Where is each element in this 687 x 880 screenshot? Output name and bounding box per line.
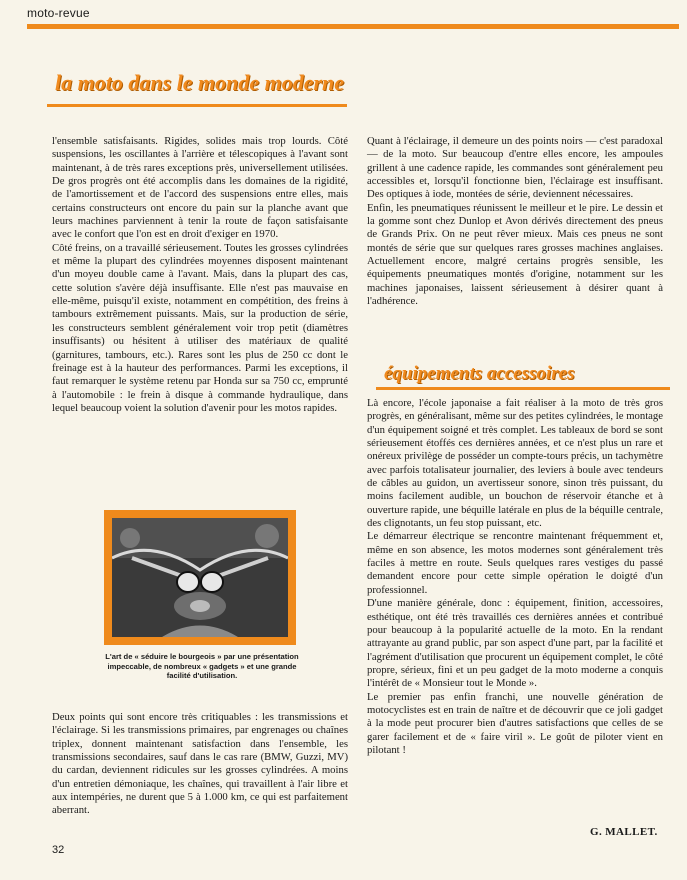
magazine-header: moto-revue	[27, 6, 90, 20]
paragraph: Enfin, les pneumatiques réunissent le meilleur et le pire. Le dessin et la gomme sont chez Dunlop et Avon dérivés directement des pneus de Grands Prix. On ne peut rêver mieux. Mais ces pneus ne sont montés de série que sur quelques rares grosses machines anglaises. Actuellement encore, malgré certains progrès sensible, les équipements pneumatiques montés d'origine, notamment sur les machines japonaises, laissent sérieusement à désirer quant à l'adhérence.	[367, 201, 663, 308]
section-title-equipment: équipements accessoires	[384, 363, 575, 384]
author-signature: G. MALLET.	[590, 826, 658, 838]
paragraph: Le premier pas enfin franchi, une nouvelle génération de motocyclistes est en train de naître et de découvrir que ce joli gadget à la mode peut procurer bien d'autres satisfactions que celles de se garer facilement et de « faire viril ». Le goût de piloter vient en pilotant !	[367, 690, 663, 756]
motorcycle-photo-frame	[104, 510, 296, 645]
page-number: 32	[52, 844, 65, 856]
paragraph: Là encore, l'école japonaise a fait réaliser à la moto de très gros progrès, en généralisant, même sur des petites cylindrées, le montage d'un équipement soigné et très complet. Les tableaux de bord se sont sérieusement étoffés ces dernières années, et ce n'est plus un rare et onéreux privilège de posséder un compte-tours précis, un tachymètre avec parfois totalisateur journalier, des leviers à boule avec tendeurs de câbles au guidon, un avertisseur sonore, sinon très puissant, du moins facilement audible, un bouchon de réservoir étanche et à ouverture rapide, une béquille latérale en plus de la béquille centrale, des clignotants, un feu stop puissant, etc.	[367, 397, 663, 530]
motorcycle-dashboard-illustration	[112, 518, 288, 637]
title-underline	[47, 104, 347, 107]
paragraph: Le démarreur électrique se rencontre maintenant fréquemment et, même en son absence, les motos modernes sont généralement très faciles à mettre en route. Seuls quelques rares vestiges du passé demandent encore pour cette simple opération le doigté d'un professionnel.	[367, 530, 663, 596]
section-title-modern: la moto dans le monde moderne	[55, 70, 345, 95]
paragraph: Côté freins, on a travaillé sérieusement. Toutes les grosses cylindrées et même la plupart des cylindrées moyennes disposent maintenant d'un moyeu double came à l'avant. Mais, dans la plupart des cas, cette solution s'avère déjà insuffisante. Elle n'est pas mauvaise en elle-même, puisqu'il existe, notamment en compétition, des freins à tambours extrêmement puissants. Mais, sur la production de série, les constructeurs semblent généralement voir trop petit (diamètres insuffisants) ou hésitent à utiliser des matériaux de qualité (garnitures, tambours, etc.). Rares sont les plus de 250 cc dont le freinage est à la hauteur des performances. Parmi les exceptions, il faut remarquer le système retenu par Honda sur sa 750 cc, emprunté à l'automobile : le frein à disque à commande hydraulique, dans lequel beaucoup voient la solution d'avenir pour les motos rapides.	[52, 241, 348, 414]
column-left-top	[52, 135, 348, 415]
motorcycle-handlebar-photo	[112, 518, 288, 637]
column-right-bottom	[367, 397, 663, 757]
paragraph: D'une manière générale, donc : équipement, finition, accessoires, esthétique, ont été très travaillés ces dernières années et contribué pour beaucoup à la popularité actuelle de la moto. En la rendant attrayante au grand public, par son aspect d'une part, par la facilité et l'agrément d'utilisation que procurent un équipement complet, le côté propre, sérieux, fini et un peu gadget de la moto moderne a conquis l'intérêt de « Monsieur tout le Monde ».	[367, 597, 663, 690]
paragraph: l'ensemble satisfaisants. Rigides, solides mais trop lourds. Côté suspensions, les oscillantes à l'arrière et télescopiques à l'avant sont maintenant, à de très rares exceptions près, universellement utilisées. De gros progrès ont été accomplis dans les domaines de la rigidité, de l'amortissement et de l'accord des suspensions entre elles, mais certains constructeurs ont encore du pain sur la planche avant que leurs machines parviennent à tenir la route de façon satisfaisante avec le confort que l'on est en droit d'exiger en 1970.	[52, 135, 348, 241]
paragraph: Quant à l'éclairage, il demeure un des points noirs — c'est paradoxal — de la moto. Sur beaucoup d'entre elles encore, les ampoules grillent à une cadence rapide, les commandes sont généralement peu accessibles et, lorsqu'il fonctionne bien, l'éclairage est insuffisant. Des optiques à iode, montées de série, deviennent nécessaires.	[367, 135, 663, 201]
paragraph: Deux points qui sont encore très critiquables : les transmissions et l'éclairage. Si les transmissions primaires, par engrenages ou chaînes triplex, donnent maintenant satisfaction dans l'ensemble, les transmissions secondaires, sauf dans le cas rare (BMW, Guzzi, MV) du cardan, deviennent ridicules sur les grosses cylindrées. A moins d'un entretien démoniaque, les chaînes, qui travaillent à l'air libre et aux intempéries, ne durent que 5 à 1.000 km, ce qui est parfaitement aberrant.	[52, 711, 348, 817]
column-right-top	[367, 135, 663, 308]
header-rule	[27, 24, 679, 29]
column-left-bottom	[52, 711, 348, 818]
title-underline	[376, 387, 670, 390]
photo-caption: L'art de « séduire le bourgeois » par une présentation impeccable, de nombreux « gadgets » et une grande facilité d'utilisation.	[105, 652, 299, 681]
